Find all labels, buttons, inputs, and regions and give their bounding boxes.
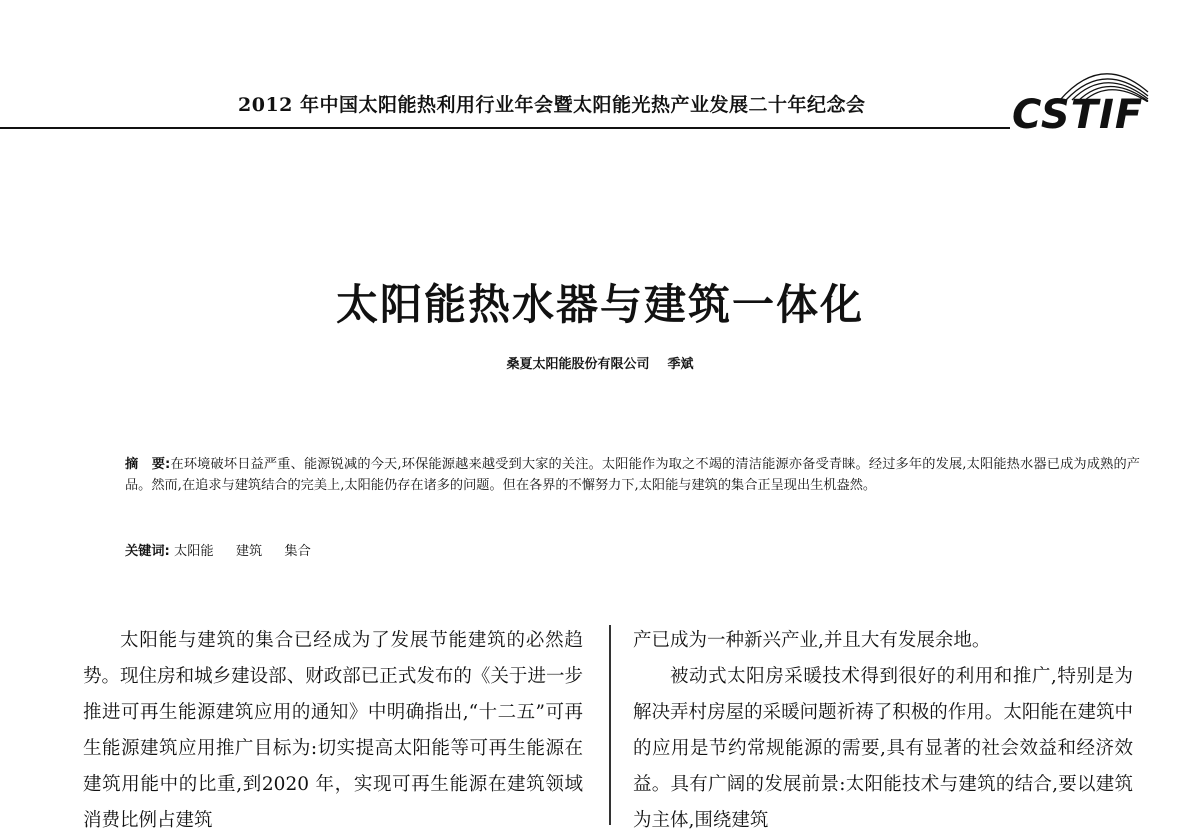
article-title: 太阳能热水器与建筑一体化 bbox=[335, 280, 864, 329]
keyword-item: 集合 bbox=[284, 544, 311, 559]
abstract-text: 在环境破坏日益严重、能源锐减的今天,环保能源越来越受到大家的关注。太阳能作为取之不竭的清洁能源亦备受青睐。经过多年的发展,太阳能热水器已成为成熟的产品。然而,在追求与建筑结合的完美上,太阳能仍存在诸多的问题。但在各界的不懈努力下,太阳能与建筑的集合正呈现出生机盎然。 bbox=[125, 457, 1140, 493]
header-rule bbox=[0, 127, 1010, 129]
cstif-logo bbox=[1012, 56, 1192, 136]
author-name: 季斌 bbox=[667, 357, 694, 372]
keyword-item: 建筑 bbox=[235, 544, 263, 559]
abstract-label: 摘 要: bbox=[125, 457, 171, 472]
body-right-column bbox=[633, 623, 1133, 839]
column-divider bbox=[609, 625, 611, 825]
logo-text: CSTIF bbox=[1012, 92, 1144, 138]
keywords-label: 关键词: bbox=[125, 544, 170, 559]
conference-header-title: 2012 年中国太阳能热利用行业年会暨太阳能光热产业发展二十年纪念会 bbox=[238, 94, 866, 116]
keywords bbox=[125, 540, 329, 559]
author-affiliation: 桑夏太阳能股份有限公司 bbox=[506, 357, 650, 372]
body-left-column bbox=[83, 623, 583, 839]
abstract bbox=[82, 454, 1140, 496]
body-paragraph: 太阳能与建筑的集合已经成为了发展节能建筑的必然趋势。现住房和城乡建设部、财政部已正式发布的《关于进一步推进可再生能源建筑应用的通知》中明确指出,“十二五”可再生能源建筑应用推广目标为:切实提高太阳能等可再生能源在建筑用能中的比重,到2020 年，实现可再生能源在建筑领域消费比例占建筑 bbox=[83, 630, 583, 831]
keyword-item: 太阳能 bbox=[174, 544, 214, 559]
body-paragraph: 被动式太阳房采暖技术得到很好的利用和推广,特别是为解决弄村房屋的采暖问题祈祷了积极的作用。太阳能在建筑中的应用是节约常规能源的需要,具有显著的社会效益和经济效益。具有广阔的发展前景:太阳能技术与建筑的结合,要以建筑为主体,围绕建筑 bbox=[633, 666, 1133, 831]
byline bbox=[0, 353, 1200, 372]
body-paragraph: 产已成为一种新兴产业,并且大有发展余地。 bbox=[633, 630, 991, 651]
